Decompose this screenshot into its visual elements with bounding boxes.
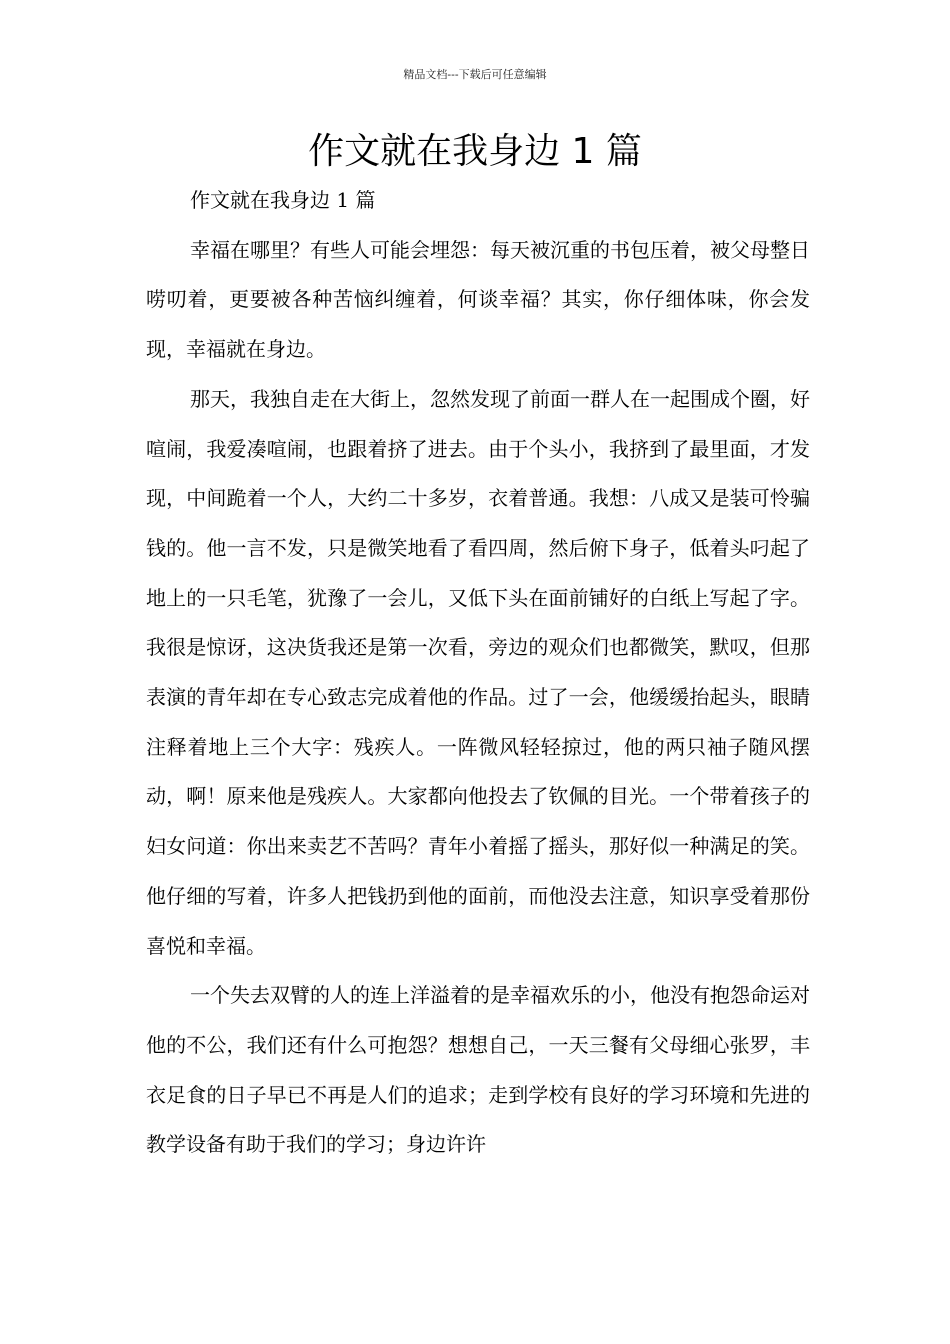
paragraph-subtitle: 作文就在我身边 1 篇	[190, 188, 376, 212]
document-body	[146, 176, 810, 1170]
paragraph: 一个失去双臂的人的连上洋溢着的是幸福欢乐的小，他没有抱怨命运对他的不公，我们还有什么可抱怨？想想自己，一天三餐有父母细心张罗，丰衣足食的日子早已不再是人们的追求；走到学校有良好的学习环境和先进的教学设备有助于我们的学习；身边许许	[146, 983, 810, 1157]
paragraph: 那天，我独自走在大街上，忽然发现了前面一群人在一起围成个圈，好喧闹，我爱凑喧闹，也跟着挤了进去。由于个头小，我挤到了最里面，才发现，中间跪着一个人，大约二十多岁，衣着普通。我想：八成又是装可怜骗钱的。他一言不发，只是微笑地看了看四周，然后俯下身子，低着头叼起了地上的一只毛笔，犹豫了一会儿，又低下头在面前铺好的白纸上写起了字。我很是惊讶，这决货我还是第一次看，旁边的观众们也都微笑，默叹，但那表演的青年却在专心致志完成着他的作品。过了一会，他缓缓抬起头，眼睛注释着地上三个大字：残疾人。一阵微风轻轻掠过，他的两只袖子随风摆动，啊！原来他是残疾人。大家都向他投去了钦佩的目光。一个带着孩子的妇女问道：你出来卖艺不苦吗？青年小着摇了摇头，那好似一种满足的笑。他仔细的写着，许多人把钱扔到他的面前，而他没去注意，知识享受着那份喜悦和幸福。	[146, 386, 810, 958]
paragraph: 幸福在哪里？有些人可能会埋怨：每天被沉重的书包压着，被父母整日唠叨着，更要被各种苦恼纠缠着，何谈幸福？其实，你仔细体味，你会发现，幸福就在身边。	[146, 237, 810, 362]
document-title: 作文就在我身边 1 篇	[308, 131, 642, 172]
header-note: 精品文档---下载后可任意编辑	[403, 68, 547, 81]
